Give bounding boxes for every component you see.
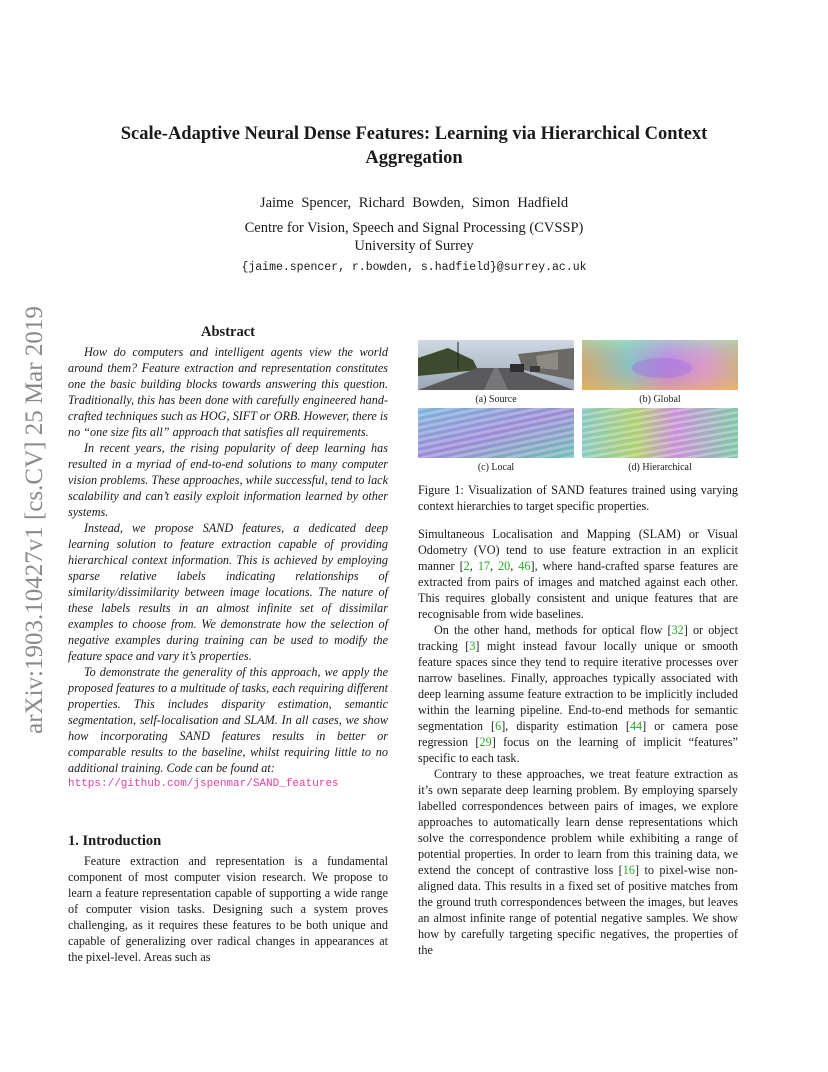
global-features-image	[582, 340, 738, 390]
abstract-paragraph: To demonstrate the generality of this approach, we apply the proposed features to a multitude of tasks, each requiring different properties. This includes disparity estimation, semantic segmentation, self-localisation and SLAM. In all cases, we show how incorporating SAND features results in better or comparable results to the baseline, whilst requiring little to no additional training. Code can be found at:	[68, 665, 388, 775]
body-paragraph	[418, 766, 738, 958]
citation-link[interactable]: 46	[518, 559, 531, 573]
caption-source: (a) Source	[475, 394, 517, 405]
citation-link[interactable]: 6	[495, 719, 502, 733]
right-column-body	[418, 526, 738, 958]
citation-link[interactable]: 17	[477, 559, 490, 573]
text: ] or camera pose regression [	[418, 719, 738, 749]
code-link[interactable]: https://github.com/jspenmar/SAND_features	[68, 778, 339, 790]
body-paragraph	[418, 526, 738, 622]
figure-1	[418, 340, 738, 475]
local-features-image	[418, 408, 574, 458]
caption-global: (b) Global	[639, 394, 681, 405]
body-paragraph	[418, 622, 738, 766]
abstract-paragraph: In recent years, the rising popularity of deep learning has resulted in a myriad of end-to-end solutions to many computer vision problems. These approaches, while successful, tend to lack scalability and can’t easily exploit information learned by other systems.	[68, 441, 388, 519]
citation-link[interactable]: 20	[498, 559, 511, 573]
abstract-body	[68, 344, 388, 792]
text: Simultaneous Localisation and Mapping (SLAM) or Visual Odometry (VO) tend to use feature extraction in an explicit manner [	[418, 527, 738, 573]
citation-link[interactable]: 16	[622, 863, 635, 877]
text: Contrary to these approaches, we treat feature extraction as it’s own separate deep learning problem. By employing sparsely labelled correspondences between pairs of images, we explore approaches to automatically learn dense representations which solve the correspondence problem while exhibiting a range of potential properties. In order to learn from this training data, we extend the concept of contrastive loss [	[418, 767, 738, 877]
text: ,	[510, 559, 519, 573]
affiliation-line-1: Centre for Vision, Speech and Signal Processing (CVSSP)	[244, 220, 584, 236]
citation-link[interactable]: 3	[469, 639, 476, 653]
affiliation-line-2: University of Surrey	[354, 238, 474, 254]
arxiv-identifier-text: arXiv:1903.10427v1 [cs.CV] 25 Mar 2019	[21, 306, 48, 734]
source-image	[418, 340, 574, 390]
text: ] or object tracking [	[418, 623, 738, 653]
caption-hierarchical: (d) Hierarchical	[628, 462, 692, 473]
authors: Jaime Spencer, Richard Bowden, Simon Hadfield	[259, 195, 569, 211]
citation-link[interactable]: 2	[463, 559, 470, 573]
citation-link[interactable]: 44	[629, 719, 643, 733]
text: ,	[490, 559, 499, 573]
abstract-heading: Abstract	[201, 324, 255, 340]
caption-local: (c) Local	[477, 462, 515, 473]
intro-paragraph: Feature extraction and representation is a fundamental component of most computer vision research. We propose to learn a feature representation capable of supporting a wide range of computer vision tasks. Designing such a system proves challenging, as it requires these features to be both unique and capable of generalizing over radical changes in appearances at the pixel-level. Areas such as	[68, 854, 388, 964]
text: ] to pixel-wise non-aligned data. This results in a fixed set of positive matches from the ground truth correspondences between the images, but leaves an almost infinite range of potential negative samples. We show how by carefully targeting specific negatives, the properties of the	[418, 863, 738, 957]
text: ] might instead favour locally unique or smooth feature spaces since they tend to require iterative processes over narrow baselines. Finally, approaches typically associated with deep learning assume feature extraction to be implicitly included within the learning pipeline. End-to-end methods for semantic segmentation [	[418, 639, 738, 733]
text: On the other hand, methods for optical flow [	[434, 623, 672, 637]
abstract-paragraph: Instead, we propose SAND features, a dedicated deep learning solution to feature extraction capable of providing hierarchical context information. This is achieved by employing sparse relative labels indicating relationships of similarity/dissimilarity between image locations. The nature of these labels results in an almost infinite set of dissimilar examples to choose from. We demonstrate how the selection of negative examples during training can be used to modify the feature space and vary it’s properties.	[68, 521, 388, 663]
text: ,	[469, 559, 478, 573]
text: ], where hand-crafted sparse features are extracted from pairs of images and matched against each other. This requires globally consistent and unique features that are recognisable from wide baselines.	[418, 559, 739, 621]
text: ] focus on the learning of implicit “features” specific to each task.	[418, 735, 738, 765]
text: ], disparity estimation [	[501, 719, 630, 733]
citation-link[interactable]: 32	[671, 623, 684, 637]
paper-title: Scale-Adaptive Neural Dense Features: Learning via Hierarchical Context Aggregation	[120, 124, 708, 168]
figure-caption: Figure 1: Visualization of SAND features trained using varying context hierarchies to target specific properties.	[418, 483, 738, 513]
hierarchical-features-image	[582, 408, 738, 458]
citation-link[interactable]: 29	[479, 735, 492, 749]
section-heading-introduction: 1. Introduction	[68, 833, 162, 849]
author-emails: {jaime.spencer, r.bowden, s.hadfield}@surrey.ac.uk	[241, 261, 587, 274]
introduction-body	[68, 853, 388, 965]
affiliation	[80, 219, 748, 255]
abstract-paragraph: How do computers and intelligent agents view the world around them? Feature extraction and representation constitutes one the basic building blocks towards answering this question. Traditionally, this has been done with carefully engineered hand-crafted techniques such as HOG, SIFT or ORB. However, there is no “one size fits all” approach that satisfies all requirements.	[68, 345, 388, 439]
